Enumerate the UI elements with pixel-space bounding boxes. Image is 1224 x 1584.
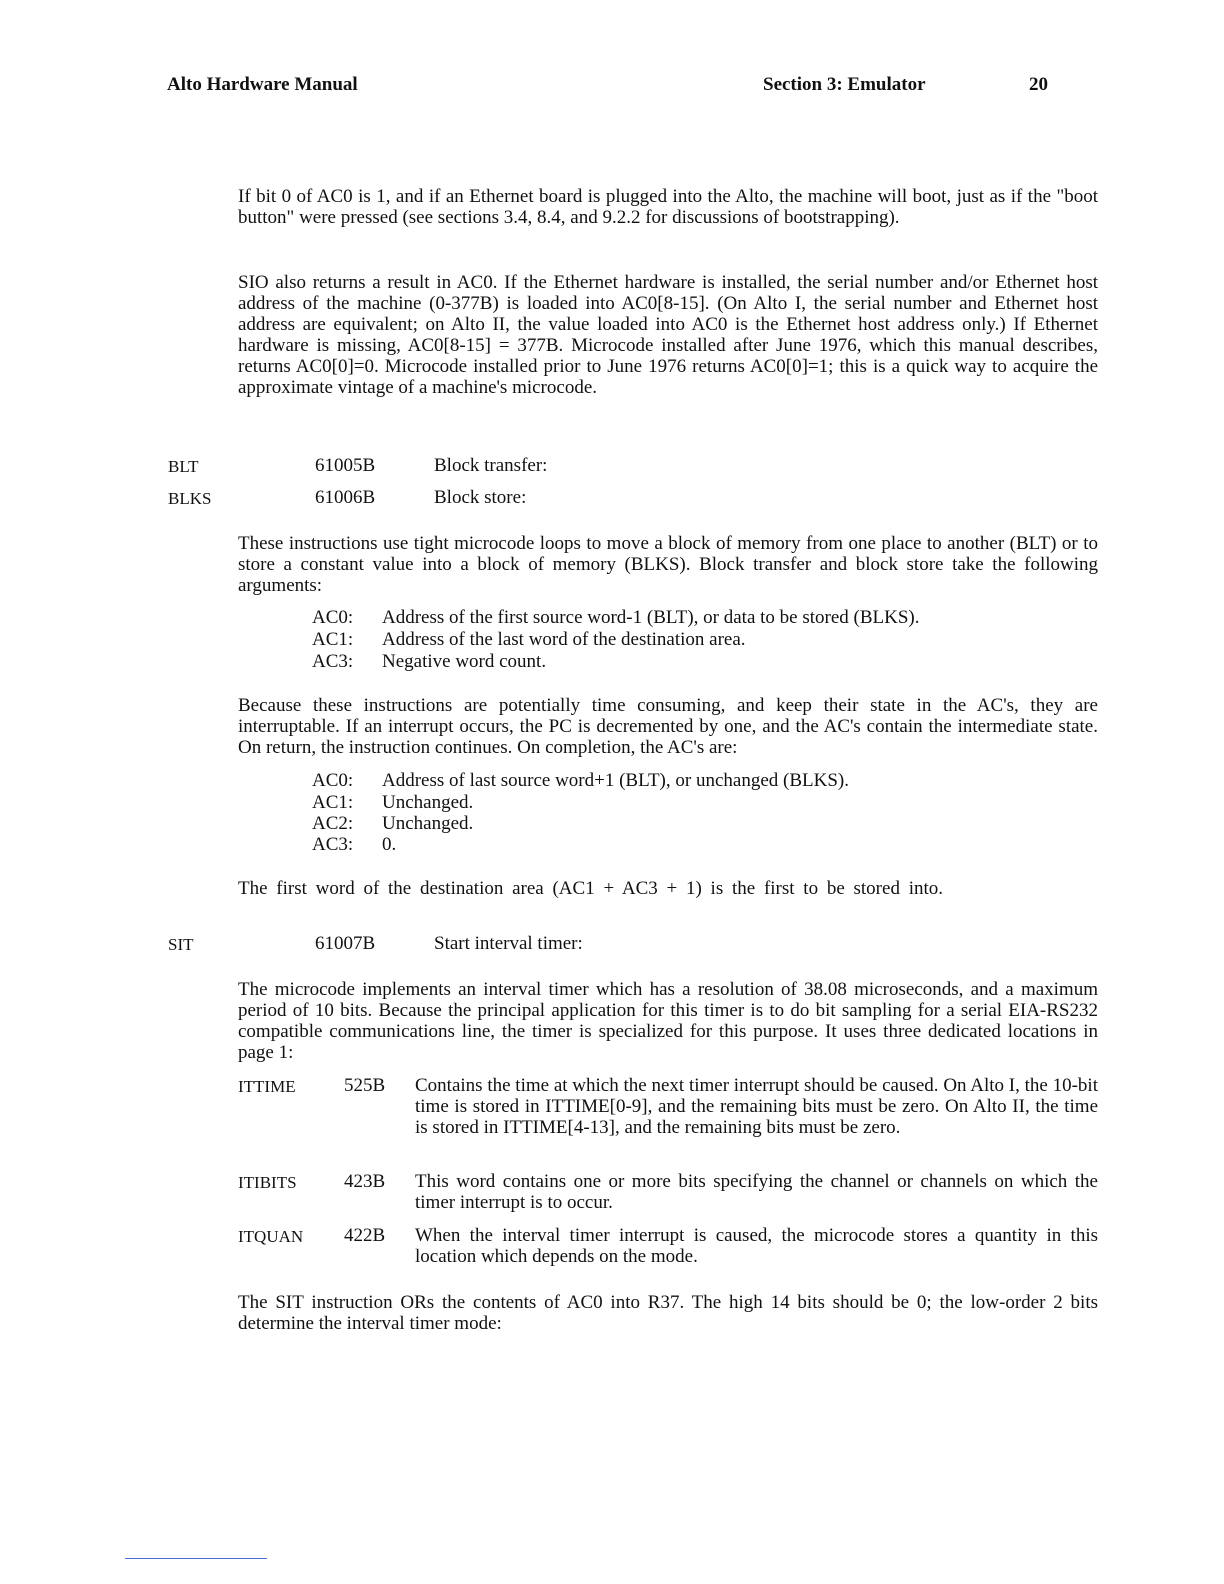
argument-register: AC3:	[312, 651, 354, 672]
instruction-mnemonic-blks: BLKS	[168, 489, 212, 508]
location-name: ITQUAN	[238, 1227, 304, 1246]
footer-rule	[125, 1558, 267, 1559]
completion-text: Unchanged.	[382, 792, 474, 813]
completion-register: AC3:	[312, 834, 354, 855]
sio-boot-paragraph: If bit 0 of AC0 is 1, and if an Ethernet board is plugged into the Alto, the machine will boot, just as if the "boot button" were pressed (see sections 3.4, 8.4, and 9.2.2 for discussions of bootstrapping).	[238, 186, 1098, 228]
sio-result-paragraph: SIO also returns a result in AC0. If the Ethernet hardware is installed, the serial number and/or Ethernet host address of the machine (0-377B) is loaded into AC0[8-15]. (On Alto I, the serial number and Ethernet host address are equivalent; on Alto II, the value loaded into AC0 is the Ethernet host address only.) If Ethernet hardware is missing, AC0[8-15] = 377B. Microcode installed after June 1976, which this manual describes, returns AC0[0]=0. Microcode installed prior to June 1976 returns AC0[0]=1; this is a quick way to acquire the approximate vintage of a machine's microcode.	[238, 272, 1098, 398]
completion-row	[312, 813, 473, 834]
argument-row	[312, 607, 920, 628]
instruction-desc-sit: Start interval timer:	[434, 933, 583, 954]
blt-intro-paragraph: These instructions use tight microcode loops to move a block of memory from one place to another (BLT) or to store a constant value into a block of memory (BLKS). Block transfer and block store take the following arguments:	[238, 533, 1098, 596]
location-description: When the interval timer interrupt is caused, the microcode stores a quantity in this location which depends on the mode.	[415, 1225, 1098, 1267]
completion-text: Address of last source word+1 (BLT), or unchanged (BLKS).	[382, 770, 849, 791]
location-address: 422B	[344, 1225, 386, 1246]
instruction-mnemonic-sit: SIT	[168, 935, 194, 954]
page-number: 20	[1029, 74, 1048, 95]
argument-text: Address of the first source word-1 (BLT), or data to be stored (BLKS).	[382, 607, 920, 628]
instruction-code-blt: 61005B	[315, 455, 376, 476]
instruction-code-blks: 61006B	[315, 487, 376, 508]
instruction-desc-blks: Block store:	[434, 487, 527, 508]
completion-register: AC2:	[312, 813, 354, 834]
sit-mode-paragraph: The SIT instruction ORs the contents of AC0 into R37. The high 14 bits should be 0; the low-order 2 bits determine the interval timer mode:	[238, 1292, 1098, 1334]
location-description: This word contains one or more bits specifying the channel or channels on which the timer interrupt is to occur.	[415, 1171, 1098, 1213]
first-word-paragraph: The first word of the destination area (AC1 + AC3 + 1) is the first to be stored into.	[238, 878, 944, 899]
interrupt-paragraph: Because these instructions are potentially time consuming, and keep their state in the AC's, they are interruptable. If an interrupt occurs, the PC is decremented by one, and the AC's contain the intermediate state. On return, the instruction continues. On completion, the AC's are:	[238, 695, 1098, 758]
location-description: Contains the time at which the next timer interrupt should be caused. On Alto I, the 10-bit time is stored in ITTIME[0-9], and the remaining bits must be zero. On Alto II, the time is stored in ITTIME[4-13], and the remaining bits must be zero.	[415, 1075, 1098, 1138]
completion-row	[312, 770, 849, 791]
argument-row	[312, 651, 546, 672]
running-header-section: Section 3: Emulator	[763, 74, 926, 95]
completion-register: AC1:	[312, 792, 354, 813]
location-address: 525B	[344, 1075, 386, 1096]
argument-register: AC1:	[312, 629, 354, 650]
argument-text: Negative word count.	[382, 651, 547, 672]
instruction-desc-blt: Block transfer:	[434, 455, 548, 476]
running-header-title: Alto Hardware Manual	[167, 74, 358, 95]
sit-intro-paragraph: The microcode implements an interval timer which has a resolution of 38.08 microseconds, and a maximum period of 10 bits. Because the principal application for this timer is to do bit sampling for a serial EIA-RS232 compatible communications line, the timer is specialized for this purpose. It uses three dedicated locations in page 1:	[238, 979, 1098, 1063]
argument-text: Address of the last word of the destination area.	[382, 629, 746, 650]
completion-register: AC0:	[312, 770, 354, 791]
argument-row	[312, 629, 746, 650]
argument-register: AC0:	[312, 607, 354, 628]
instruction-code-sit: 61007B	[315, 933, 376, 954]
completion-row	[312, 792, 473, 813]
location-name: ITTIME	[238, 1077, 296, 1096]
completion-text: Unchanged.	[382, 813, 474, 834]
completion-text: 0.	[382, 834, 397, 855]
completion-row	[312, 834, 396, 855]
location-address: 423B	[344, 1171, 386, 1192]
instruction-mnemonic-blt: BLT	[168, 457, 199, 476]
location-name: ITIBITS	[238, 1173, 297, 1192]
